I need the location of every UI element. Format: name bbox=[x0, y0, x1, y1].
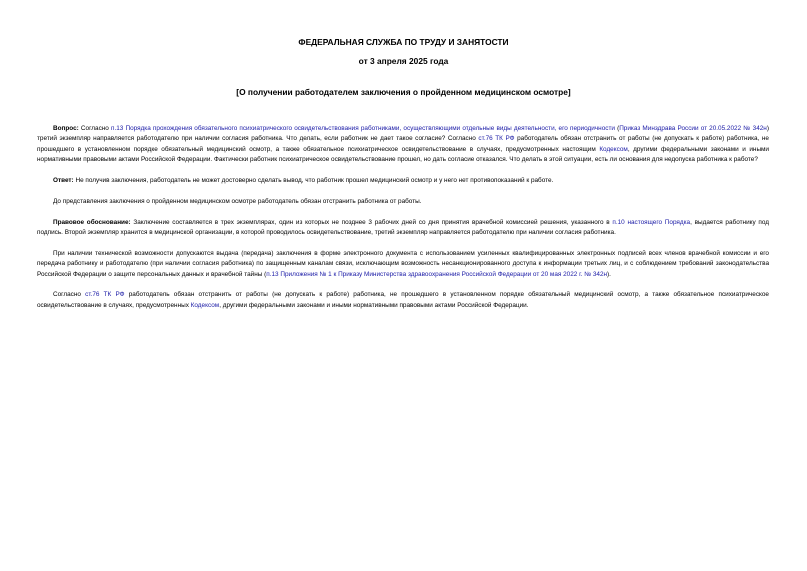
document-body bbox=[37, 124, 769, 322]
suspension-paragraph bbox=[37, 290, 769, 311]
electronic-paragraph bbox=[37, 249, 769, 280]
question-text: ( bbox=[614, 125, 620, 132]
document-subject: [О получении работодателем заключения о пройденном медицинском осмотре] bbox=[236, 87, 571, 97]
question-paragraph bbox=[37, 124, 769, 166]
link-order-p13[interactable]: п.13 Порядка прохождения обязательного психиатрического освидетельствования работниками, осуществляющими отдельные виды деятельности, его периодичности bbox=[111, 125, 615, 132]
electronic-text: ). bbox=[607, 270, 611, 278]
question-label: Вопрос: bbox=[53, 125, 79, 132]
link-this-order[interactable]: настоящего Порядка bbox=[627, 218, 691, 226]
link-codex[interactable]: Кодексом bbox=[599, 145, 628, 153]
link-appendix-p13[interactable]: п.13 Приложения № 1 к Приказу Министерства здравоохранения Российской Федерации от 20 мая 2022 г. № 342н bbox=[266, 270, 608, 278]
legal-text: , выдается работнику под подпись. Второй экземпляр хранится в медицинской организации, в которой проводилось освидетельствование, третий экземпляр направляется работодателю при наличии согласия работника. bbox=[37, 218, 770, 237]
answer-paragraph-2: До представления заключения о пройденном медицинском осмотре работодатель обязан отстранить работника от работы. bbox=[53, 197, 422, 205]
electronic-text: При наличии технической возможности допускаются выдача (передача) заключения в форме электронного документа с использованием усиленных квалифицированных электронных подписей всех членов врачебной комиссии и его передача работнику и работодателю (при наличии согласия работника) по защищенным каналам связи, исключающим возможность несанкционированного доступа к информации третьих лиц, и с соблюдением требований законодательства Российской Федерации о защите персональных данных и врачебной тайны ( bbox=[37, 249, 769, 278]
answer-text: Не получив заключения, работодатель не может достоверно сделать вывод, что работник прошел медицинский осмотр и у него нет противопоказаний к работе. bbox=[73, 177, 554, 185]
question-text: , другими федеральными законами и иными нормативными правовыми актами Российской Федерации. Фактически работник психиатрическое освидетельствование прошел, но дать согласие отказался. Что делать в этой ситуации, есть ли основания для недопуска работника к работе? bbox=[37, 145, 769, 164]
document-date: от 3 апреля 2025 года bbox=[358, 56, 449, 66]
link-codex-2[interactable]: Кодексом bbox=[190, 301, 220, 309]
link-art76[interactable]: ст.76 ТК РФ bbox=[478, 135, 515, 143]
legal-label: Правовое обоснование: bbox=[53, 218, 131, 226]
question-text: работодатель обязан отстранить от работы (не допускать к работе) работника, не прошедшего в установленном порядке обязательный медицинский осмотр, а также обязательное психиатрическое освидетельствование в случаях, предусмотренных настоящим bbox=[37, 135, 769, 153]
legal-paragraph bbox=[37, 218, 769, 239]
legal-text: Заключение составляется в трех экземплярах, один из которых не позднее 3 рабочих дней со дня принятия врачебной комиссией решения, указанного в bbox=[130, 218, 613, 226]
suspension-text: Согласно bbox=[53, 291, 86, 299]
link-minzdrav-order[interactable]: Приказ Минздрава России от 20.05.2022 № 342н bbox=[619, 125, 767, 132]
agency-title: ФЕДЕРАЛЬНАЯ СЛУЖБА ПО ТРУДУ И ЗАНЯТОСТИ bbox=[298, 37, 509, 47]
suspension-text: работодатель обязан отстранить от работы (не допускать к работе) работника, не прошедшего в установленном порядке обязательный медицинский осмотр, а также обязательное психиатрическое освидетельствование в случаях, предусмотренных bbox=[37, 291, 769, 309]
question-text: ) третий экземпляр направляется работодателю при наличии согласия работника. Что делать, если работник не дает такое согласие? Согласно bbox=[37, 125, 769, 143]
answer-label: Ответ: bbox=[53, 177, 74, 185]
question-text: Согласно bbox=[78, 125, 111, 132]
suspension-text: , другими федеральными законами и иными нормативными правовыми актами Российской Федерации. bbox=[219, 301, 529, 309]
link-p10[interactable]: п.10 bbox=[612, 218, 625, 226]
answer-paragraph bbox=[37, 176, 769, 186]
link-art76-2[interactable]: ст.76 ТК РФ bbox=[85, 291, 125, 299]
